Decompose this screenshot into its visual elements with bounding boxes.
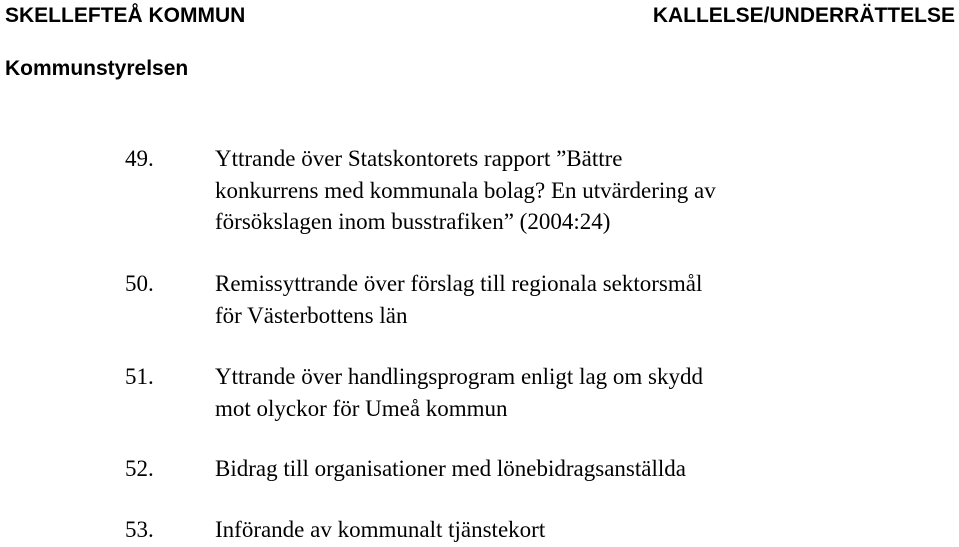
agenda-item-number: 50. — [125, 271, 154, 296]
agenda-item-52 — [125, 453, 945, 485]
agenda-item-line: mot olyckor för Umeå kommun — [215, 395, 508, 421]
agenda-item-line: Bidrag till organisationer med lönebidragsanställda — [215, 456, 686, 481]
document-type: KALLELSE/UNDERRÄTTELSE — [652, 4, 955, 27]
agenda-item-line: Remissyttrande över förslag till regionala sektorsmål — [215, 271, 703, 296]
agenda-item-50 — [125, 268, 945, 331]
agenda-item-line: för Västerbottens län — [215, 302, 408, 328]
agenda-item-49 — [125, 143, 945, 238]
agenda-item-line: konkurrens med kommunala bolag? En utvärdering av — [215, 177, 716, 203]
agenda-item-53 — [125, 514, 945, 546]
agenda-item-text — [215, 361, 895, 424]
agenda-item-number: 51. — [125, 364, 154, 389]
committee-name: Kommunstyrelsen — [5, 57, 189, 80]
agenda-item-line: Införande av kommunalt tjänstekort — [215, 517, 546, 542]
agenda-item-text — [215, 453, 895, 485]
agenda-item-text — [215, 143, 895, 238]
agenda-item-number: 53. — [125, 517, 154, 542]
agenda-item-51 — [125, 361, 945, 424]
agenda-item-line: försökslagen inom busstrafiken” (2004:24) — [215, 209, 611, 234]
agenda-item-line: Yttrande över handlingsprogram enligt lag om skydd — [215, 364, 704, 389]
organization-name: SKELLEFTEÅ KOMMUN — [5, 4, 246, 27]
agenda-item-number: 49. — [125, 146, 154, 171]
agenda-item-number: 52. — [125, 456, 154, 481]
agenda-item-text — [215, 268, 895, 331]
agenda-item-text — [215, 514, 895, 546]
agenda-item-line: Yttrande över Statskontorets rapport ”Bättre — [215, 146, 623, 171]
